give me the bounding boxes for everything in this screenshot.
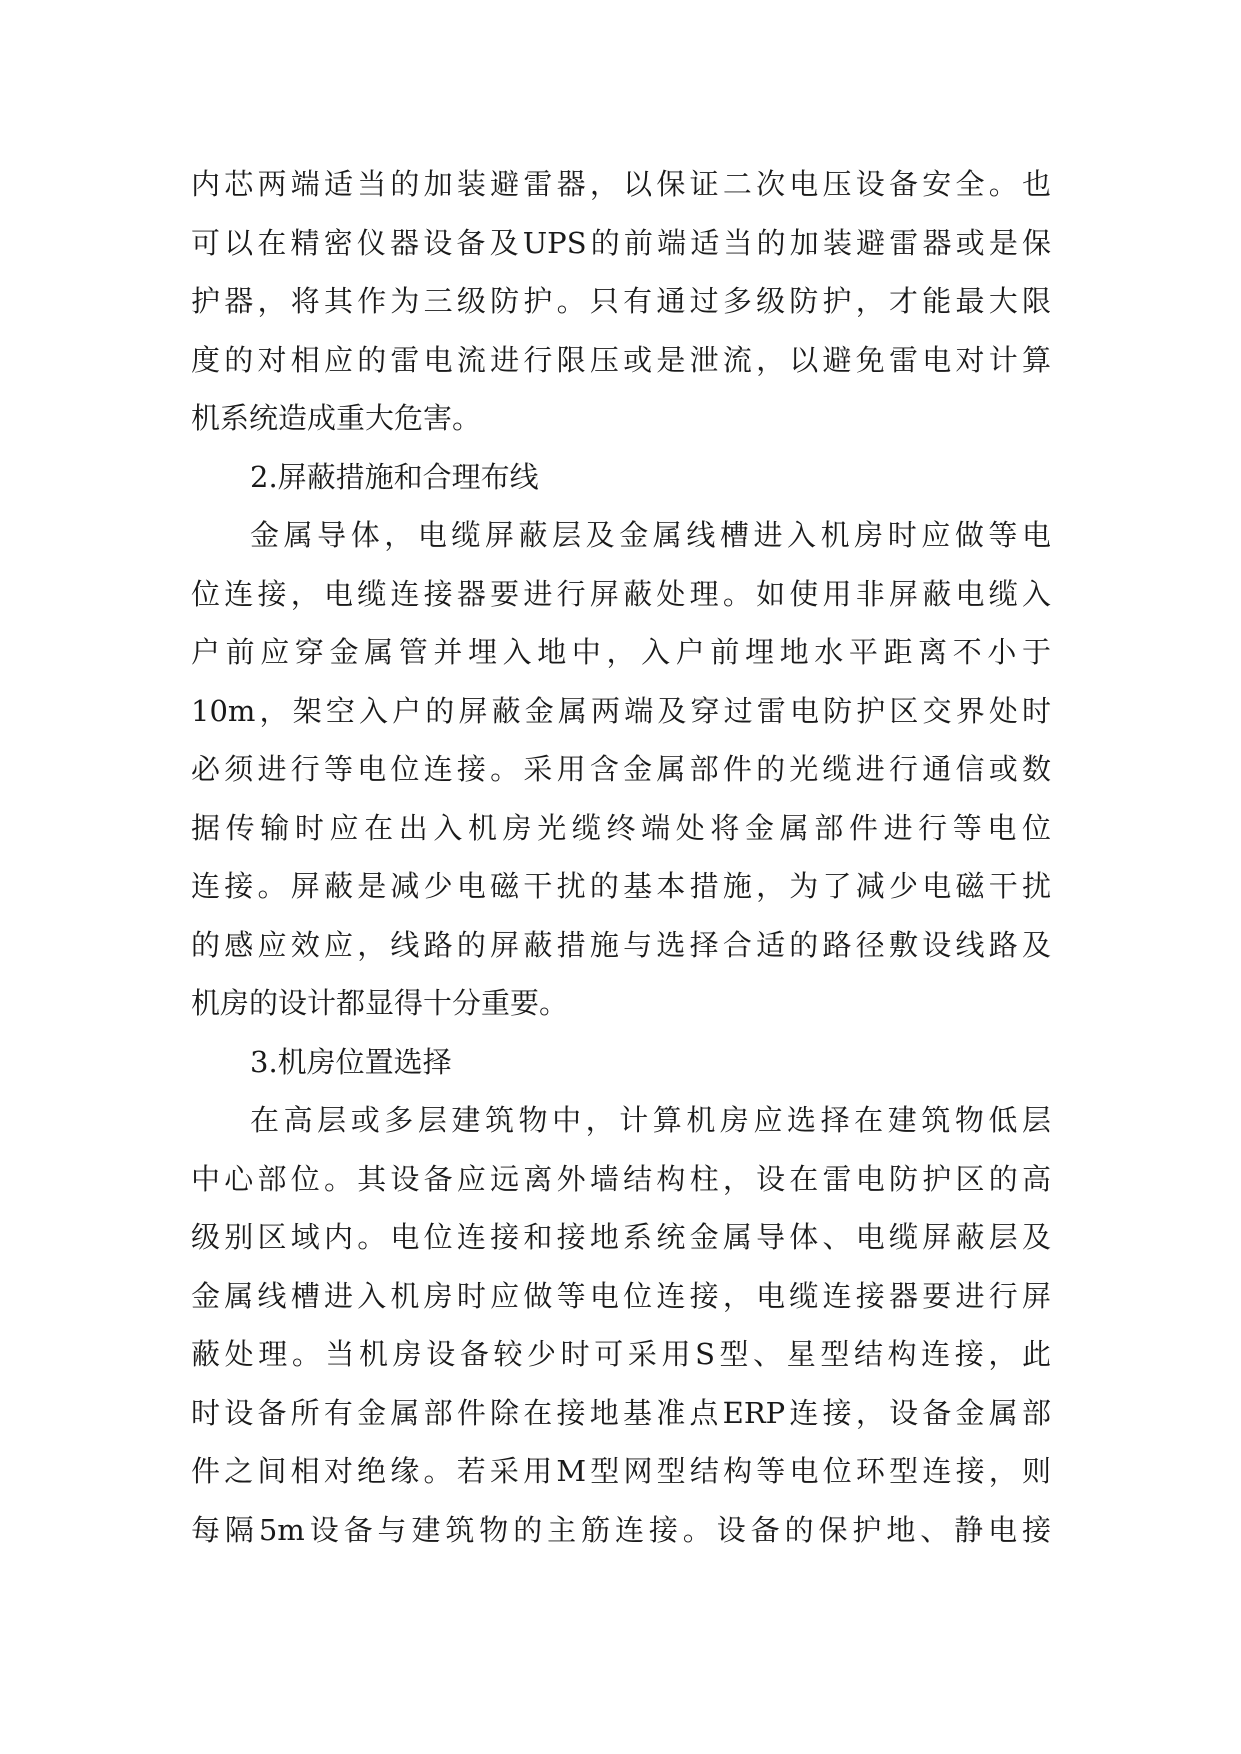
- text-line: 每隔5m设备与建筑物的主筋连接。设备的保护地、静电接: [191, 1512, 1051, 1547]
- text-line: 内芯两端适当的加装避雷器，以保证二次电压设备安全。也: [191, 167, 1051, 201]
- text-line: 连接。屏蔽是减少电磁干扰的基本措施，为了减少电磁干扰: [191, 869, 1051, 903]
- text-line: 级别区域内。电位连接和接地系统金属导体、电缆屏蔽层及: [191, 1220, 1051, 1254]
- text-line: 10m，架空入户的屏蔽金属两端及穿过雷电防护区交界处时: [191, 693, 1051, 728]
- text-line: 据传输时应在出入机房光缆终端处将金属部件进行等电位: [191, 810, 1051, 845]
- text-line: 在高层或多层建筑物中，计算机房应选择在建筑物低层: [250, 1103, 1051, 1137]
- text-line: 机房的设计都显得十分重要。: [191, 986, 569, 1020]
- text-line: 护器，将其作为三级防护。只有通过多级防护，才能最大限: [191, 284, 1051, 318]
- text-line: 时设备所有金属部件除在接地基准点ERP连接，设备金属部: [191, 1395, 1051, 1430]
- text-line: 户前应穿金属管并埋入地中，入户前埋地水平距离不小于: [191, 635, 1051, 669]
- section-heading: 2.屏蔽措施和合理布线: [250, 459, 539, 494]
- text-line: 的感应效应，线路的屏蔽措施与选择合适的路径敷设线路及: [191, 927, 1051, 962]
- text-line: 金属线槽进入机房时应做等电位连接，电缆连接器要进行屏: [191, 1278, 1051, 1313]
- text-line: 度的对相应的雷电流进行限压或是泄流，以避免雷电对计算: [191, 342, 1051, 377]
- text-line: 机系统造成重大危害。: [191, 401, 482, 435]
- text-line: 必须进行等电位连接。采用含金属部件的光缆进行通信或数: [191, 752, 1051, 786]
- text-line: 件之间相对绝缘。若采用M型网型结构等电位环型连接，则: [191, 1454, 1051, 1488]
- text-line: 蔽处理。当机房设备较少时可采用S型、星型结构连接，此: [191, 1337, 1051, 1371]
- text-line: 位连接，电缆连接器要进行屏蔽处理。如使用非屏蔽电缆入: [191, 576, 1051, 611]
- text-line: 可以在精密仪器设备及UPS的前端适当的加装避雷器或是保: [191, 225, 1051, 260]
- body-text: [191, 155, 1051, 1559]
- text-line: 金属导体，电缆屏蔽层及金属线槽进入机房时应做等电: [250, 518, 1051, 552]
- text-line: 中心部位。其设备应远离外墙结构柱，设在雷电防护区的高: [191, 1161, 1051, 1196]
- section-heading: 3.机房位置选择: [250, 1044, 452, 1079]
